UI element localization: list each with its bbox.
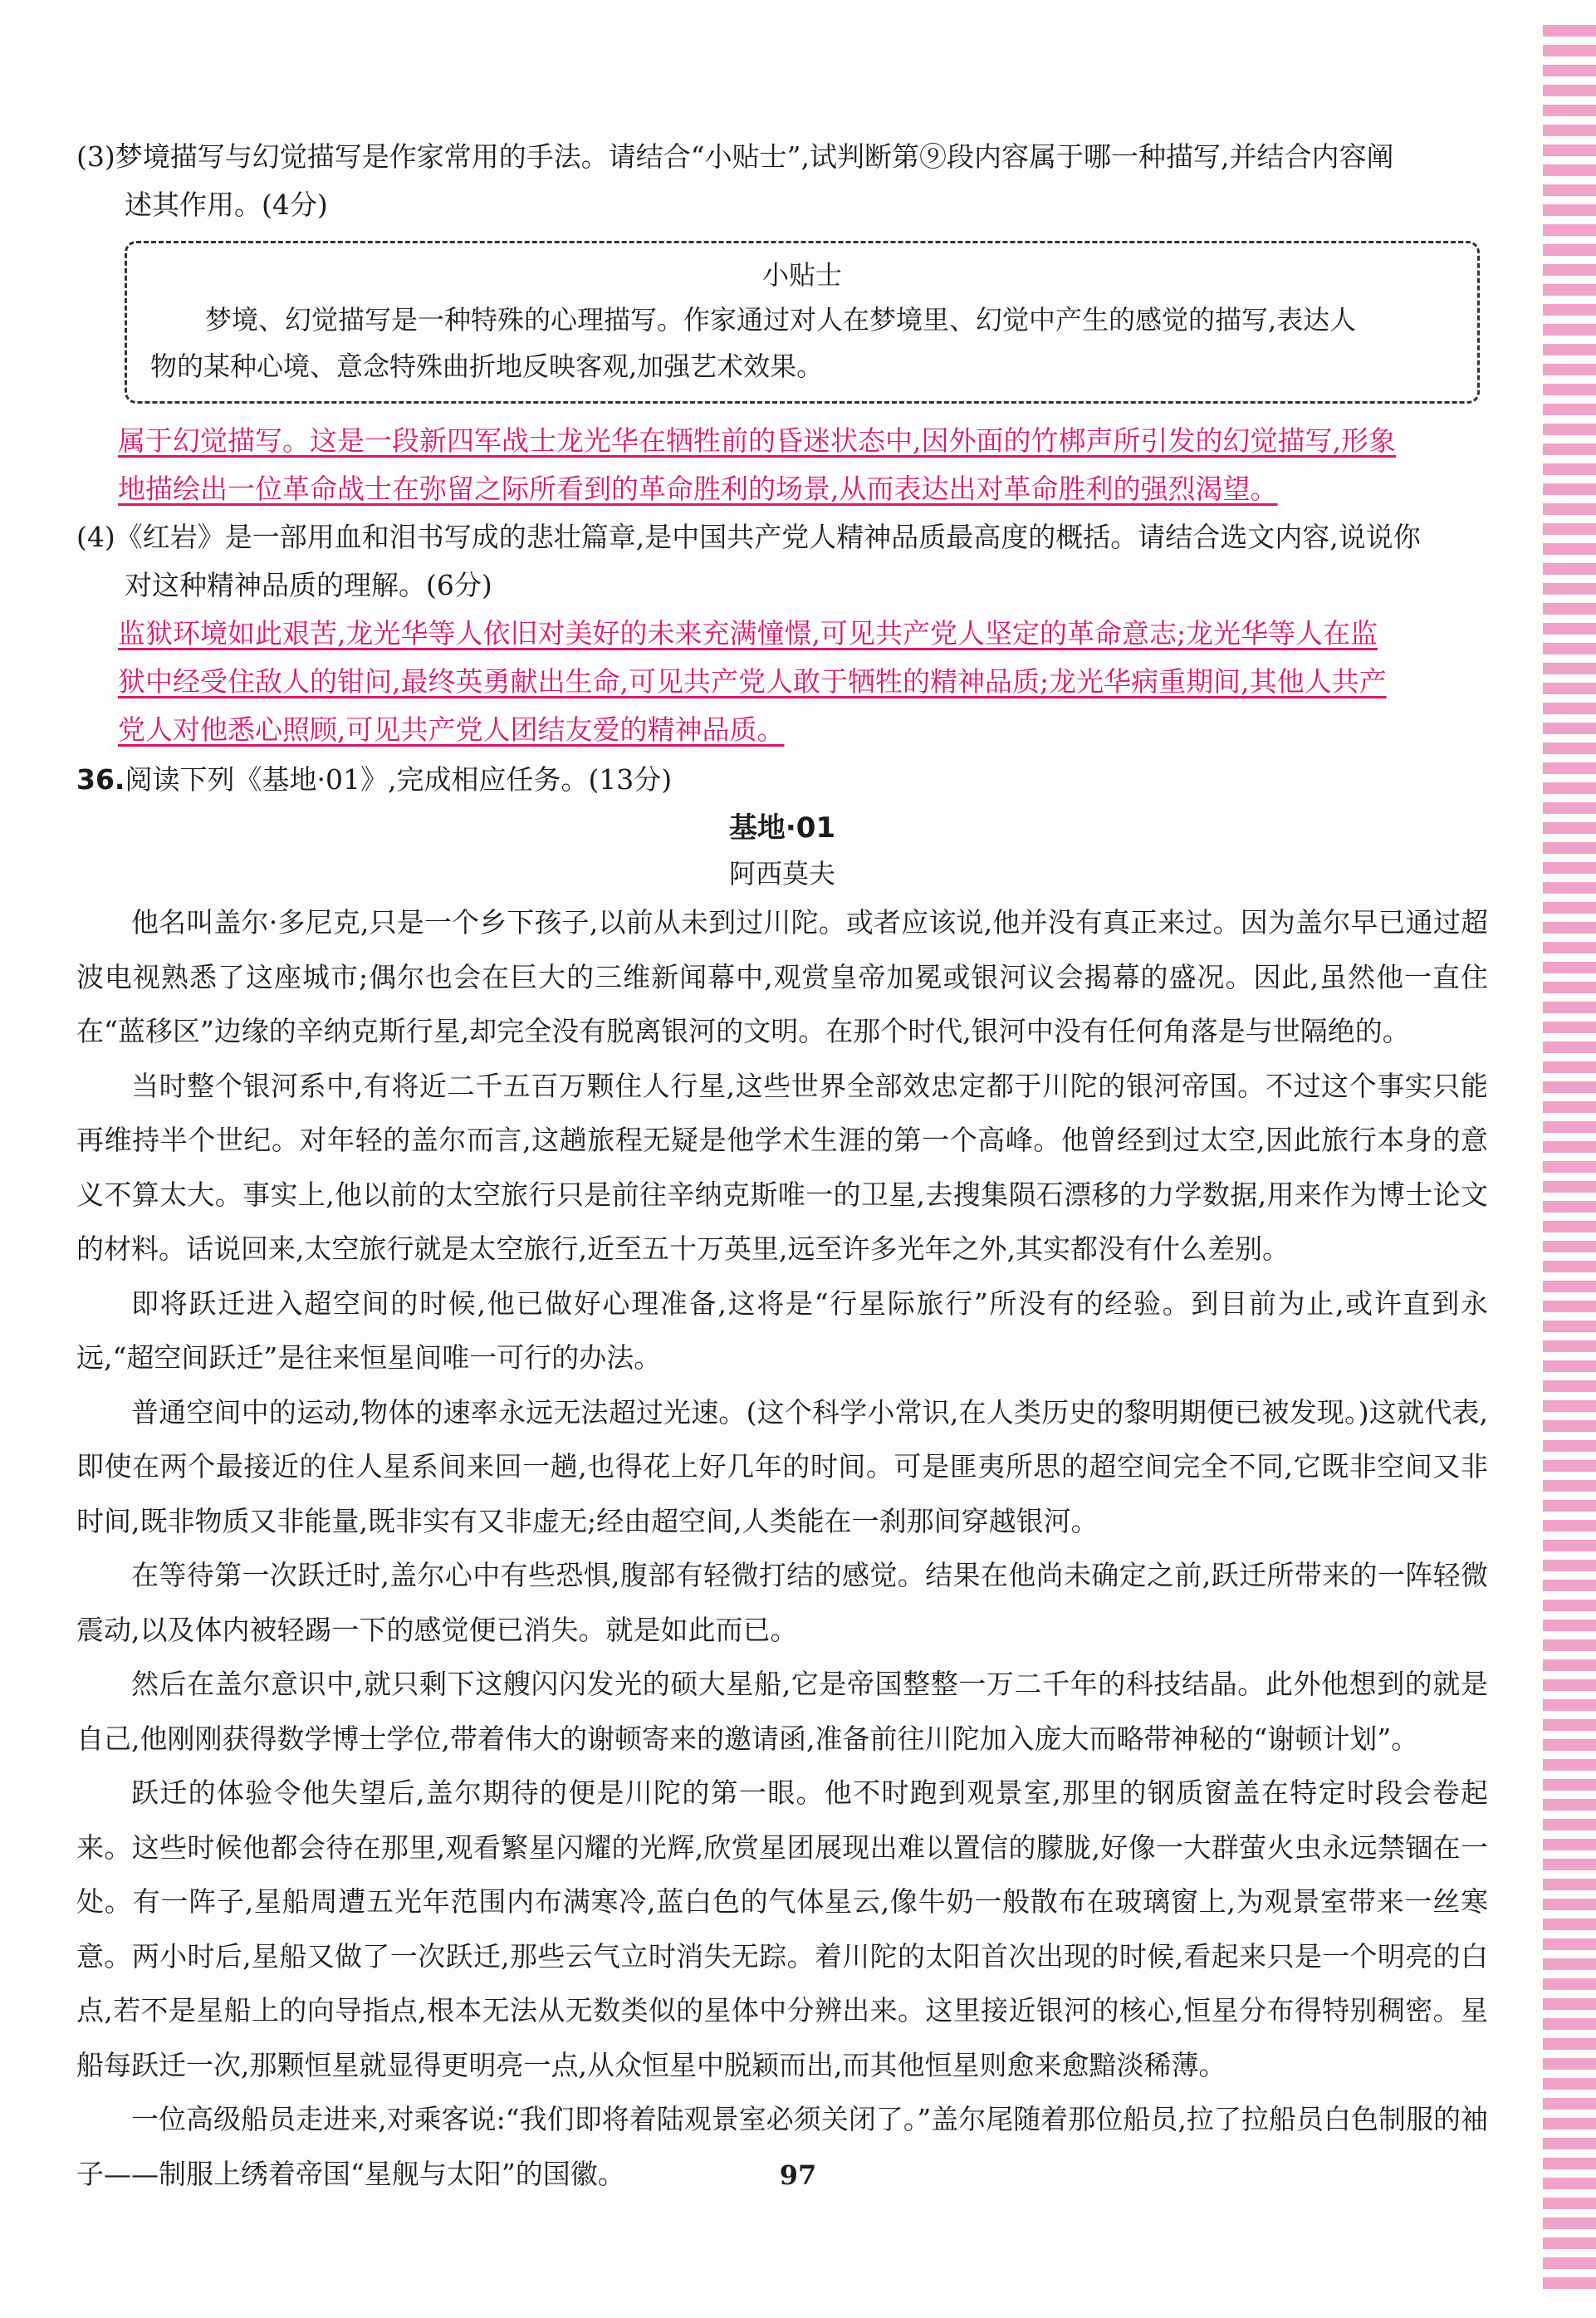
article-author: 阿西莫夫 <box>728 858 835 889</box>
decorative-side-stripes <box>1543 25 1596 2292</box>
tip-title: 小贴士 <box>761 259 842 291</box>
article-paragraph: 一位高级船员走进来,对乘客说:“我们即将着陆观景室必须关闭了。”盖尔尾随着那位船员,拉了拉船员白色制服的袖子——制服上绣着帝国“星舰与太阳”的国徽。 <box>76 2103 1488 2190</box>
question-4-line1: (4)《红岩》是一部用血和泪书写成的悲壮篇章,是中国共产党人精神品质最高度的概括。请结合选文内容,说说你 <box>76 521 1421 553</box>
answer-3-line1: 属于幻觉描写。这是一段新四军战士龙光华在牺牲前的昏迷状态中,因外面的竹梆声所引发的幻觉描写,形象 <box>118 424 1396 457</box>
answer-3-line2: 地描绘出一位革命战士在弥留之际所看到的革命胜利的场景,从而表达出对革命胜利的强烈渴望。 <box>118 473 1278 505</box>
article-paragraph: 跃迁的体验令他失望后,盖尔期待的便是川陀的第一眼。他不时跑到观景室,那里的钢质窗盖在特定时段会卷起来。这些时候他都会待在那里,观看繁星闪耀的光辉,欣赏星团展现出难以置信的朦胧,好像一大群萤火虫永远禁锢在一处。有一阵子,星船周遭五光年范围内布满寒冷,蓝白色的气体星云,像牛奶一般散布在玻璃窗上,为观景室带来一丝寒意。两小时后,星船又做了一次跃迁,那些云气立时消失无踪。着川陀的太阳首次出现的时候,看起来只是一个明亮的白点,若不是星船上的向导指点,根本无法从无数类似的星体中分辨出来。这里接近银河的核心,恒星分布得特别稠密。星船每跃迁一次,那颗恒星就显得更明亮一点,从众恒星中脱颖而出,而其他恒星则愈来愈黯淡稀薄。 <box>76 1776 1488 2081</box>
article-paragraph: 即将跃迁进入超空间的时候,他已做好心理准备,这将是“行星际旅行”所没有的经验。到目前为止,或许直到永远,“超空间跃迁”是往来恒星间唯一可行的办法。 <box>76 1286 1488 1374</box>
answer-4-line1: 监狱环境如此艰苦,龙光华等人依旧对美好的未来充满憧憬,可见共产党人坚定的革命意志;龙光华等人在监 <box>118 617 1378 649</box>
question-36-text: 阅读下列《基地·01》,完成相应任务。(13分) <box>125 763 673 796</box>
question-3-line2: 述其作用。(4分) <box>125 189 328 221</box>
answer-4-line2: 狱中经受住敌人的钳问,最终英勇献出生命,可见共产党人敢于牺牲的精神品质;龙光华病重期间,其他人共产 <box>118 665 1387 698</box>
question-36-number: 36. <box>76 763 125 796</box>
answer-4-line3: 党人对他悉心照顾,可见共产党人团结友爱的精神品质。 <box>118 713 785 746</box>
tip-box <box>125 241 1480 404</box>
tip-text-line2: 物的某种心境、意念特殊曲折地反映客观,加强艺术效果。 <box>150 350 824 382</box>
page-content <box>76 133 1488 2201</box>
article-paragraph: 在等待第一次跃迁时,盖尔心中有些恐惧,腹部有轻微打结的感觉。结果在他尚未确定之前,跃迁所带来的一阵轻微震动,以及体内被轻踢一下的感觉便已消失。就是如此而已。 <box>76 1559 1488 1646</box>
article-paragraph: 当时整个银河系中,有将近二千五百万颗住人行星,这些世界全部效忠定都于川陀的银河帝国。不过这个事实只能再维持半个世纪。对年轻的盖尔而言,这趟旅程无疑是他学术生涯的第一个高峰。他曾经到过太空,因此旅行本身的意义不算太大。事实上,他以前的太空旅行只是前往辛纳克斯唯一的卫星,去搜集陨石漂移的力学数据,用来作为博士论文的材料。话说回来,太空旅行就是太空旅行,近至五十万英里,远至许多光年之外,其实都没有什么差别。 <box>76 1069 1488 1265</box>
article-paragraph: 然后在盖尔意识中,就只剩下这艘闪闪发光的硕大星船,它是帝国整整一万二千年的科技结晶。此外他想到的就是自己,他刚刚获得数学博士学位,带着伟大的谢顿寄来的邀请函,准备前往川陀加入庞大而略带神秘的“谢顿计划”。 <box>76 1668 1488 1755</box>
question-36 <box>76 756 1488 804</box>
question-3-line1: (3)梦境描写与幻觉描写是作家常用的手法。请结合“小贴士”,试判断第⑨段内容属于哪一种描写,并结合内容阐 <box>76 140 1394 173</box>
question-4-line2: 对这种精神品质的理解。(6分) <box>125 569 492 601</box>
page-number: 97 <box>779 2159 817 2191</box>
article-paragraph: 他名叫盖尔·多尼克,只是一个乡下孩子,以前从未到过川陀。或者应该说,他并没有真正来过。因为盖尔早已通过超波电视熟悉了这座城市;偶尔也会在巨大的三维新闻幕中,观赏皇帝加冕或银河议会揭幕的盛况。因此,虽然他一直住在“蓝移区”边缘的辛纳克斯行星,却完全没有脱离银河的文明。在那个时代,银河中没有任何角落是与世隔绝的。 <box>76 906 1488 1047</box>
tip-text-line1: 梦境、幻觉描写是一种特殊的心理描写。作家通过对人在梦境里、幻觉中产生的感觉的描写,表达人 <box>205 304 1357 336</box>
article-title: 基地·01 <box>728 811 836 845</box>
article-paragraph: 普通空间中的运动,物体的速率永远无法超过光速。(这个科学小常识,在人类历史的黎明期便已被发现。)这就代表,即使在两个最接近的住人星系间来回一趟,也得花上好几年的时间。可是匪夷所思的超空间完全不同,它既非空间又非时间,既非物质又非能量,既非实有又非虚无;经由超空间,人类能在一刹那间穿越银河。 <box>76 1395 1488 1537</box>
